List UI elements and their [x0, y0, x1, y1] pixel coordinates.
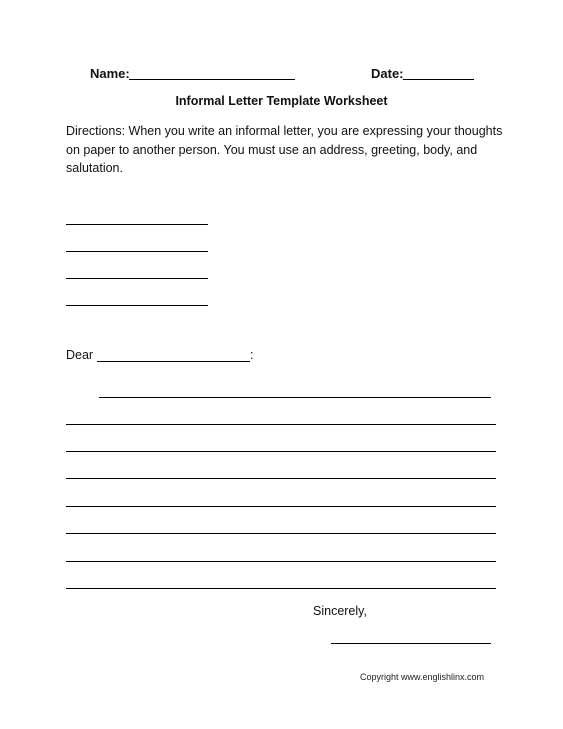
- body-line-1[interactable]: [99, 397, 491, 398]
- body-line-8[interactable]: [66, 588, 496, 589]
- body-line-6[interactable]: [66, 533, 496, 534]
- address-line-2[interactable]: [66, 251, 208, 252]
- copyright-text: Copyright www.englishlinx.com: [360, 672, 485, 682]
- body-line-2[interactable]: [66, 424, 496, 425]
- greeting-colon: :: [250, 348, 254, 362]
- body-line-5[interactable]: [66, 506, 496, 507]
- name-label: Name:: [90, 66, 130, 81]
- signature-line[interactable]: [331, 643, 491, 644]
- date-label: Date:: [371, 66, 404, 81]
- address-line-3[interactable]: [66, 278, 208, 279]
- body-line-4[interactable]: [66, 478, 496, 479]
- body-line-3[interactable]: [66, 451, 496, 452]
- worksheet-title: Informal Letter Template Worksheet: [175, 94, 388, 108]
- closing-sincerely: Sincerely,: [313, 604, 367, 618]
- directions-text: Directions: When you write an informal letter, you are expressing your thoughts on paper to another person. You must use an address, greeting, body, and salutation.: [66, 124, 503, 175]
- dear-label: Dear: [66, 348, 94, 362]
- address-line-4[interactable]: [66, 305, 208, 306]
- date-field-line[interactable]: [403, 79, 474, 80]
- address-line-1[interactable]: [66, 224, 208, 225]
- greeting-name-line[interactable]: [97, 361, 250, 362]
- body-line-7[interactable]: [66, 561, 496, 562]
- name-field-line[interactable]: [129, 79, 295, 80]
